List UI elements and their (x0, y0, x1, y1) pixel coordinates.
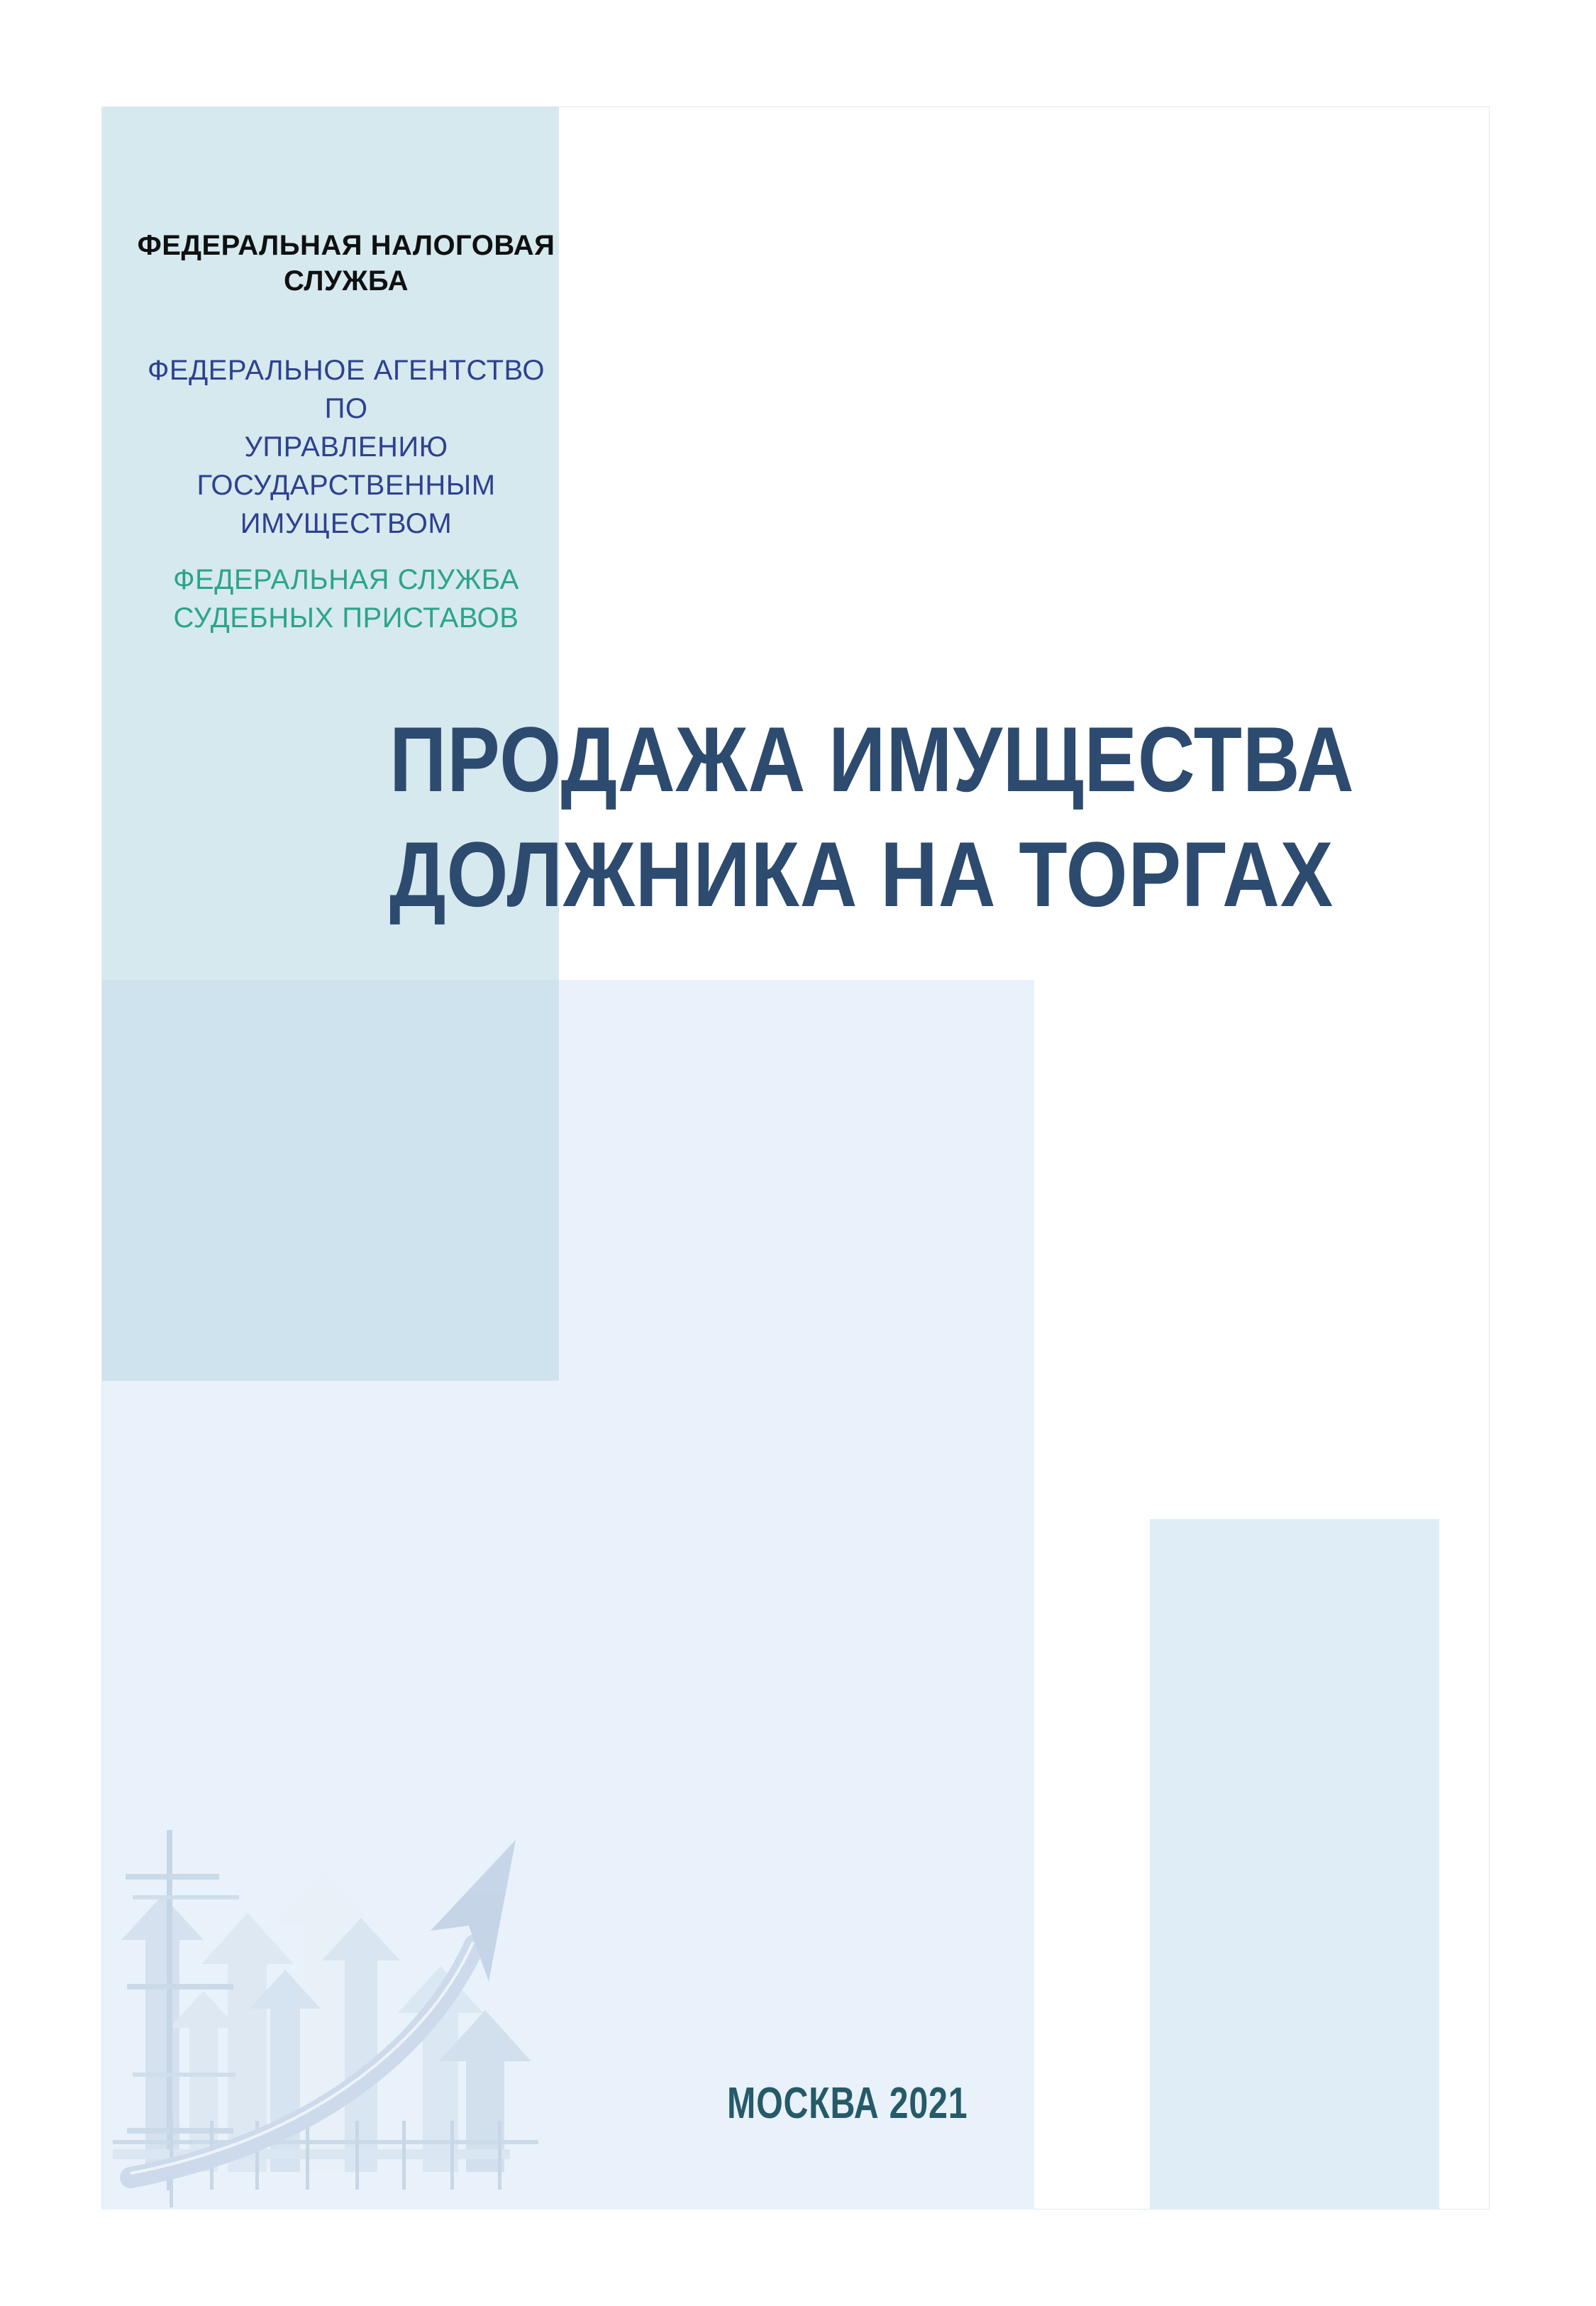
medium-blue-panel (102, 980, 559, 1381)
org-line: ФЕДЕРАЛЬНОЕ АГЕНТСТВО ПО (147, 355, 545, 424)
axis-mast-icon (126, 1830, 239, 2190)
org-line: СУДЕБНЫХ ПРИСТАВОВ (173, 602, 519, 634)
page-title-line: ПРОДАЖА ИМУЩЕСТВА (389, 707, 1355, 811)
org-line: ИМУЩЕСТВОМ (240, 508, 453, 539)
org-line: ГОСУДАРСТВЕННЫМ (196, 470, 496, 501)
org-line: УПРАВЛЕНИЮ (244, 431, 448, 463)
org-line: СЛУЖБА (283, 265, 409, 297)
org-federal-property-agency (123, 351, 570, 543)
org-line: ФЕДЕРАЛЬНАЯ СЛУЖБА (173, 564, 519, 595)
page-title (389, 702, 1354, 932)
page-title-line: ДОЛЖНИКА НА ТОРГАХ (389, 822, 1334, 926)
cover-slide (101, 106, 1490, 2210)
org-federal-bailiff-service (123, 561, 570, 637)
footer-city-year: МОСКВА 2021 (727, 2079, 968, 2128)
org-federal-tax-service (123, 228, 570, 299)
org-line: ФЕДЕРАЛЬНАЯ НАЛОГОВАЯ (137, 230, 555, 261)
right-blue-panel (1150, 1519, 1439, 2210)
growth-chart-watermark-icon (113, 1824, 549, 2207)
